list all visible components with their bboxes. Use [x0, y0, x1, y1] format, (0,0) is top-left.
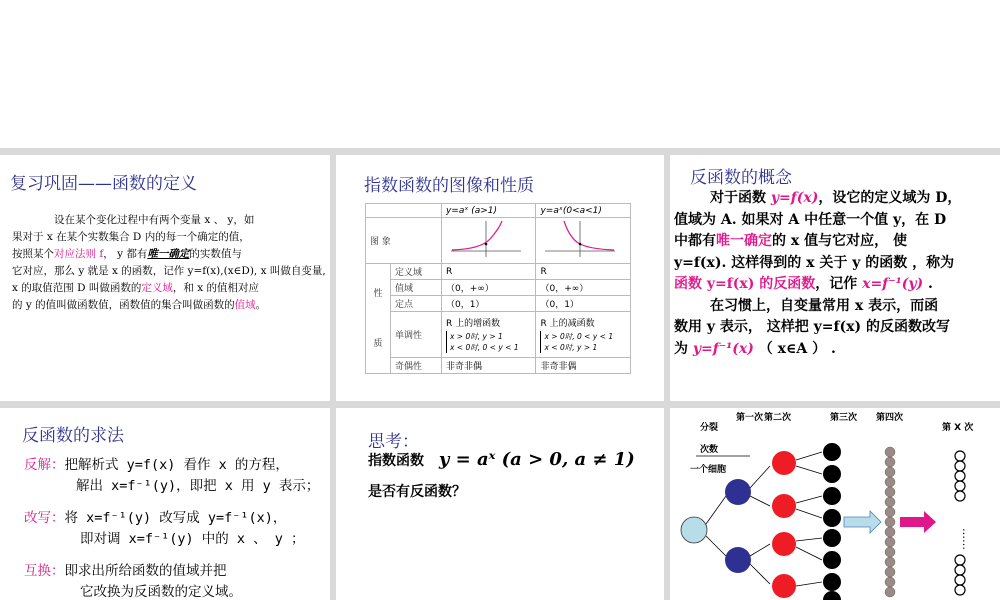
slide-title: 复习巩固——函数的定义	[10, 174, 197, 194]
line: 值域为 A. 如果对 A 中任意一个值 y，在 D	[674, 211, 947, 228]
line: 对于函数 y=f(x)，设它的定义域为 D，	[710, 190, 962, 206]
cell: （0，1）	[441, 296, 536, 312]
graph-increasing	[441, 218, 536, 264]
monotonic-increasing: R 上的增函数 x > 0时, y > 1 x < 0时, 0 < y < 1	[441, 312, 536, 358]
arrow-pink-icon	[900, 511, 936, 533]
split-label: 分裂	[700, 423, 719, 433]
line: 的 y 的值叫做函数值，函数值的集合叫做函数的值域。	[12, 299, 267, 311]
line: 函数 y=f(x) 的反函数，记作 x=f⁻¹(y) .	[674, 276, 933, 292]
cell-division-diagram	[670, 408, 1000, 600]
col-2: 第二次	[764, 413, 792, 423]
question-line-1: 指数函数 y = aˣ (a > 0, a ≠ 1)	[368, 449, 635, 470]
concept-text	[674, 188, 996, 360]
gen-4-column	[885, 447, 895, 597]
header-a-lt-1: y=aˣ(0<a<1)	[536, 204, 631, 218]
line: 设在某个变化过程中有两个变量 x 、 y，如	[54, 214, 255, 226]
slide-think[interactable]	[336, 408, 664, 600]
slide-inverse-concept[interactable]	[670, 155, 1000, 401]
line: 解出 x=f⁻¹(y)，即把 x 用 y 表示；	[76, 478, 320, 494]
line: 它改换为反函数的定义域。	[80, 584, 242, 600]
line: 反解：把解析式 y=f(x) 看作 x 的方程，	[24, 457, 289, 473]
slide-cell-division[interactable]	[670, 408, 1000, 600]
initial-cell	[681, 517, 707, 543]
slide-inverse-method[interactable]	[0, 408, 330, 600]
slide-title: 思考：	[368, 432, 419, 452]
line: 果对于 x 在某个实数集合 D 内的每一个确定的值，	[12, 231, 250, 243]
nature-label: 性 质	[366, 264, 391, 374]
line: y=f(x). 这样得到的 x 关于 y 的函数 ，称为	[674, 254, 955, 271]
line: 在习惯上，自变量常用 x 表示，而函	[710, 297, 939, 314]
line: 为 y=f⁻¹(x) （ x∈A ） .	[674, 340, 836, 357]
cell: （0，+∞）	[536, 280, 631, 296]
cell: 非奇非偶	[441, 358, 536, 374]
gen-2-cell	[772, 574, 796, 598]
line: 按照某个对应法则 f， y 都有唯一确定的实数值与	[12, 248, 242, 260]
row-label: 定义域	[391, 264, 442, 280]
gen-1-cell	[725, 547, 751, 573]
slide-exponential-table[interactable]	[336, 155, 664, 401]
cell: 非奇非偶	[536, 358, 631, 374]
line: 数用 y 表示， 这样把 y=f(x) 的反函数改写	[674, 319, 950, 335]
ellipsis: ……	[960, 528, 973, 550]
separator-band-middle	[0, 401, 1000, 408]
col-4: 第四次	[876, 413, 904, 423]
row-label: 单调性	[391, 312, 442, 358]
col-1: 第一次	[736, 413, 764, 423]
properties-table	[365, 203, 631, 374]
line: 互换：即求出所给函数的值域并把	[24, 563, 227, 579]
gen-2-cell	[772, 451, 796, 475]
gen-2-cell	[772, 532, 796, 556]
line: 改写：将 x=f⁻¹(y) 改写成 y=f⁻¹(x)，	[24, 510, 287, 526]
formula: y = aˣ (a > 0, a ≠ 1)	[438, 449, 635, 470]
arrow-light-icon	[844, 511, 881, 533]
line: 即对调 x=f⁻¹(y) 中的 x 、 y ；	[80, 531, 305, 547]
cell: （0，+∞）	[441, 280, 536, 296]
row-label: 奇偶性	[391, 358, 442, 374]
count-label: 次数	[700, 445, 719, 455]
row-label: 定点	[391, 296, 442, 312]
slide-title: 反函数的求法	[22, 426, 124, 446]
line: 中都有唯一确定的 x 值与它对应， 使	[674, 233, 907, 249]
col-3: 第三次	[830, 413, 858, 423]
gen-2-cell	[772, 494, 796, 518]
definition-text	[12, 212, 324, 314]
slide-title: 反函数的概念	[690, 168, 792, 188]
cell: R	[441, 264, 536, 280]
separator-band-top	[0, 148, 1000, 155]
method-text	[24, 455, 330, 600]
gen-x-column	[955, 451, 965, 595]
row-label: 值域	[391, 280, 442, 296]
gen-1-cell	[725, 479, 751, 505]
question-line-2: 是否有反函数？	[368, 484, 466, 500]
cell-label: 一个细胞	[690, 465, 727, 475]
col-x: 第 X 次	[942, 423, 974, 433]
monotonic-decreasing: R 上的减函数 x > 0时, 0 < y < 1 x < 0时, y > 1	[536, 312, 631, 358]
cell: （0，1）	[536, 296, 631, 312]
graph-label: 图 象	[366, 218, 442, 264]
cell: R	[536, 264, 631, 280]
line: 它对应，那么 y 就是 x 的函数，记作 y=f(x),(x∈D), x 叫做自变量,	[12, 265, 326, 277]
line: x 的取值范围 D 叫做函数的定义域，和 x 的值相对应	[12, 282, 259, 294]
slide-function-definition[interactable]	[0, 155, 330, 401]
graph-decreasing	[536, 218, 631, 264]
gen-3-column	[823, 443, 841, 600]
slide-title: 指数函数的图像和性质	[364, 176, 534, 196]
header-a-gt-1: y=aˣ (a>1)	[441, 204, 536, 218]
